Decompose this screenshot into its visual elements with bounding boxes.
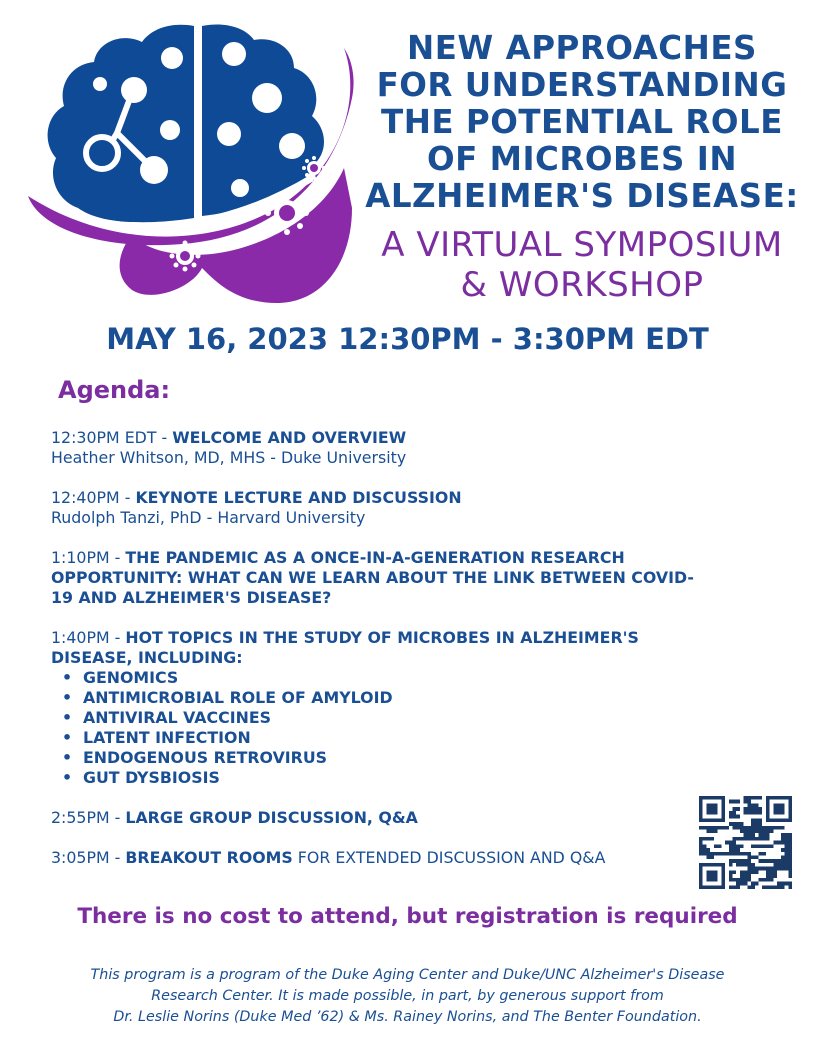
subtitle-line: A VIRTUAL SYMPOSIUM — [381, 225, 783, 265]
agenda-title: HOT TOPICS IN THE STUDY OF MICROBES IN ALZHEIMER'S DISEASE, INCLUDING: — [51, 628, 639, 667]
title-line: ALZHEIMER'S DISEASE: — [365, 177, 799, 215]
agenda-suffix: FOR EXTENDED DISCUSSION AND Q&A — [292, 848, 606, 867]
title-line: NEW APPROACHES — [407, 29, 757, 67]
footer-line: Research Center. It is made possible, in part, by generous support from — [151, 988, 664, 1004]
agenda-item — [51, 488, 711, 528]
agenda-time: 2:55PM - — [51, 808, 126, 827]
agenda-item — [51, 848, 711, 868]
topic-item: • GUT DYSBIOSIS — [62, 768, 711, 788]
topic-item: • ANTIMICROBIAL ROLE OF AMYLOID — [62, 688, 711, 708]
agenda-title: BREAKOUT ROOMS — [125, 848, 293, 867]
topic-item: • LATENT INFECTION — [62, 728, 711, 748]
topic-item: • GENOMICS — [62, 668, 711, 688]
subtitle-line: & WORKSHOP — [460, 265, 704, 305]
agenda-title: THE PANDEMIC AS A ONCE-IN-A-GENERATION RESEARCH OPPORTUNITY: WHAT CAN WE LEARN ABOUT THE LINK BETWEEN COVID-19 AND ALZHEIMER'S DISEASE? — [51, 548, 694, 607]
agenda-item — [51, 808, 711, 828]
event-subtitle — [362, 225, 802, 305]
agenda-list — [51, 428, 711, 888]
title-line: FOR UNDERSTANDING — [376, 66, 788, 104]
agenda-title: WELCOME AND OVERVIEW — [172, 428, 407, 447]
footer-line: This program is a program of the Duke Aging Center and Duke/UNC Alzheimer's Disease — [90, 967, 725, 983]
agenda-item — [51, 628, 711, 788]
event-title — [362, 30, 802, 215]
footer-credits — [40, 965, 775, 1028]
cost-note: There is no cost to attend, but registration is required — [77, 904, 738, 929]
agenda-title: KEYNOTE LECTURE AND DISCUSSION — [135, 488, 462, 507]
agenda-title: LARGE GROUP DISCUSSION, Q&A — [125, 808, 418, 827]
agenda-speaker: Rudolph Tanzi, PhD - Harvard University — [51, 508, 366, 527]
topic-list — [51, 668, 711, 788]
qr-code-icon[interactable] — [699, 796, 792, 889]
agenda-time: 3:05PM - — [51, 848, 126, 867]
title-line: THE POTENTIAL ROLE — [381, 103, 783, 141]
agenda-item — [51, 548, 711, 608]
title-line: OF MICROBES IN — [426, 140, 738, 178]
brain-logo-icon — [22, 18, 362, 308]
topic-item: • ANTIVIRAL VACCINES — [62, 708, 711, 728]
agenda-time: 1:10PM - — [51, 548, 126, 567]
agenda-time: 12:30PM EDT - — [51, 428, 173, 447]
topic-item: • ENDOGENOUS RETROVIRUS — [62, 748, 711, 768]
agenda-item — [51, 428, 711, 468]
agenda-time: 12:40PM - — [51, 488, 136, 507]
agenda-heading: Agenda: — [58, 376, 171, 404]
agenda-time: 1:40PM - — [51, 628, 126, 647]
footer-line: Dr. Leslie Norins (Duke Med ’62) & Ms. Rainey Norins, and The Benter Foundation. — [113, 1009, 702, 1025]
agenda-speaker: Heather Whitson, MD, MHS - Duke University — [51, 448, 407, 467]
event-date: MAY 16, 2023 12:30PM - 3:30PM EDT — [106, 322, 709, 356]
